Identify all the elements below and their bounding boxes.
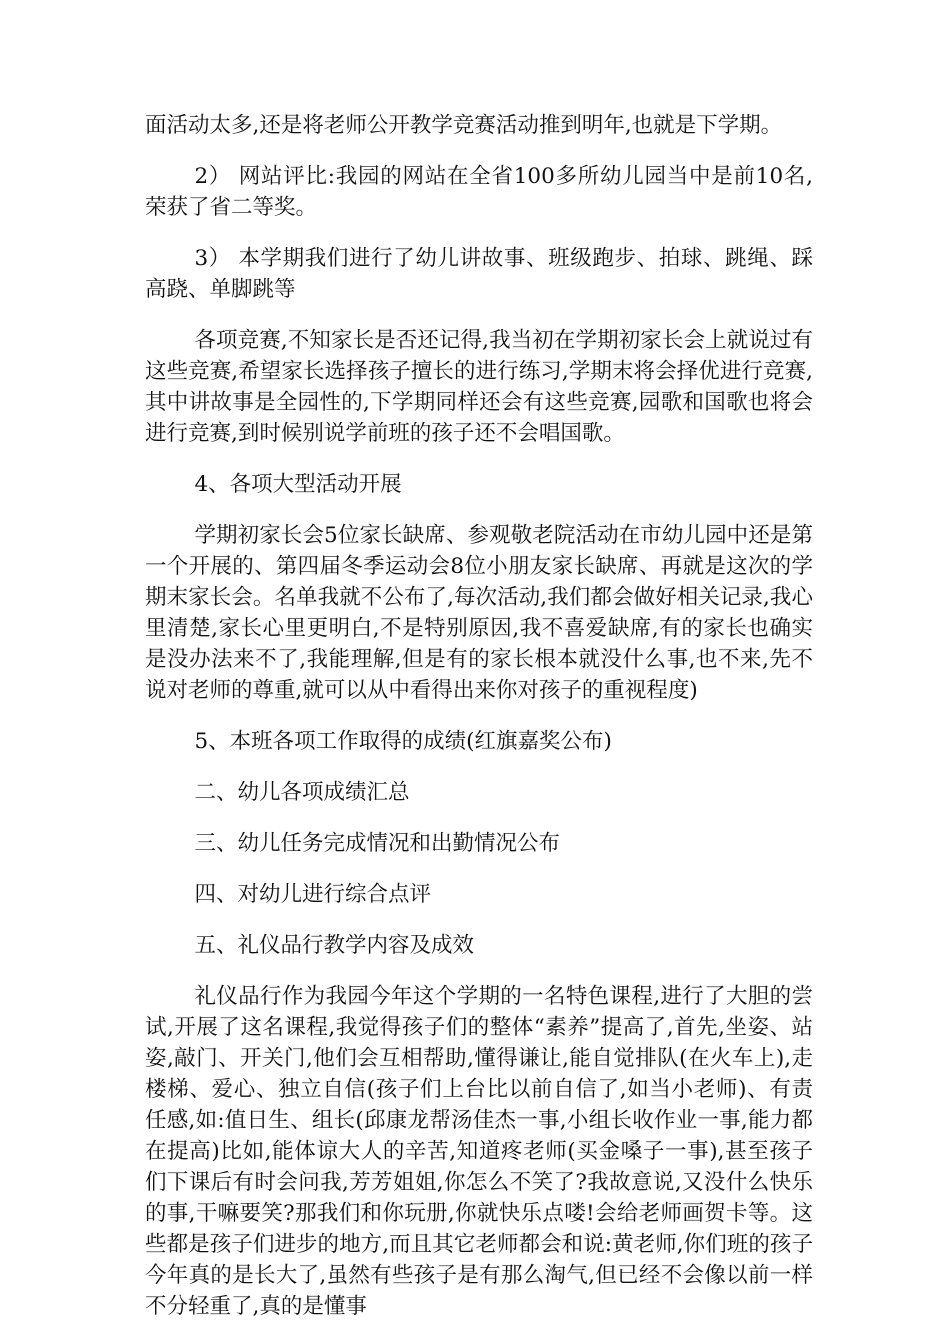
paragraph-attendance: 学期初家长会5位家长缺席、参观敬老院活动在市幼儿园中还是第一个开展的、第四届冬季运动会8位小朋友家长缺席、再就是这次的学期末家长会。名单我就不公布了,每次活动,我们都会做好相关记录,我心里清楚,家长心里更明白,不是特别原因,我不喜爱缺席,有的家长也确实是没办法来不了,我能理解,但是有的家长根本就没什么事,也不来,先不说对老师的尊重,就可以从中看得出来你对孩子的重视程度) [145,523,813,703]
paragraph-website-award: 2） 网站评比:我园的网站在全省100多所幼儿园当中是前10名,荣获了省二等奖。 [145,164,813,220]
paragraph-competitions-list: 3） 本学期我们进行了幼儿讲故事、班级跑步、拍球、跳绳、踩高跷、单脚跳等 [145,246,813,302]
heading-large-activities: 4、各项大型活动开展 [194,472,402,497]
paragraph-competitions-detail: 各项竞赛,不知家长是否还记得,我当初在学期初家长会上就说过有这些竞赛,希望家长选择孩子擅长的进行练习,学期末将会择优进行竞赛,其中讲故事是全园性的,下学期同样还会有这些竞赛,园歌和国歌也将会进行竞赛,到时候别说学前班的孩子还不会唱国歌。 [145,328,813,446]
heading-class-achievements: 5、本班各项工作取得的成绩(红旗嘉奖公布) [194,729,612,754]
heading-section-three: 三、幼儿任务完成情况和出勤情况公布 [194,831,560,856]
paragraph-continuation: 面活动太多,还是将老师公开教学竞赛活动推到明年,也就是下学期。 [145,113,783,138]
heading-section-two: 二、幼儿各项成绩汇总 [194,780,410,805]
heading-section-five: 五、礼仪品行教学内容及成效 [194,933,474,958]
heading-section-four: 四、对幼儿进行综合点评 [194,882,431,907]
paragraph-etiquette: 礼仪品行作为我园今年这个学期的一名特色课程,进行了大胆的尝试,开展了这名课程,我觉得孩子们的整体“素养”提高了,首先,坐姿、站姿,敲门、开关门,他们会互相帮助,懂得谦让,能自觉排队(在火车上),走楼梯、爱心、独立自信(孩子们上台比以前自信了,如当小老师)、有责任感,如:值日生、组长(邱康龙帮汤佳杰一事,小组长收作业一事,能力都在提高)比如,能体谅大人的辛苦,知道疼老师(买金嗓子一事),甚至孩子们下课后有时会问我,芳芳姐姐,你怎么不笑了?我故意说,又没什么快乐的事,干嘛要笑?那我们和你玩册,你就快乐点喽!会给老师画贺卡等。这些都是孩子们进步的地方,而且其它老师都会和说:黄老师,你们班的孩子今年真的是长大了,虽然有些孩子是有那么淘气,但已经不会像以前一样不分轻重了,真的是懂事 [145,984,813,1319]
document-page [145,110,813,1342]
